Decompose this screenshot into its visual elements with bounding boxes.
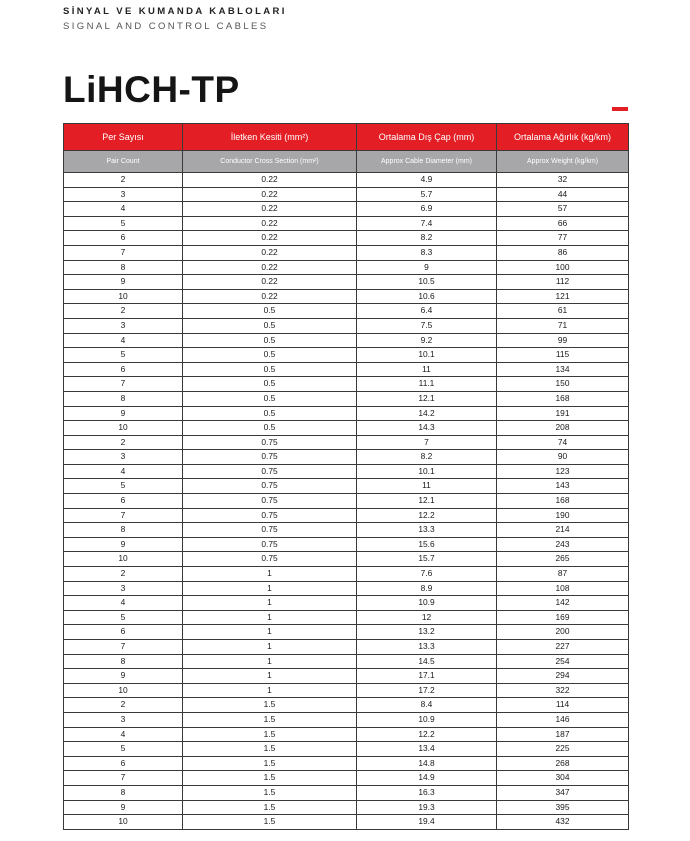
cell-weight: 304 <box>497 771 629 786</box>
cell-cross-section: 1 <box>183 567 357 582</box>
cell-cross-section: 0.75 <box>183 450 357 465</box>
header-pair-count-en: Pair Count <box>64 151 183 173</box>
table-row <box>64 464 629 479</box>
cell-cross-section: 0.22 <box>183 260 357 275</box>
cell-diameter: 15.7 <box>357 552 497 567</box>
table-row <box>64 304 629 319</box>
table-row <box>64 771 629 786</box>
cell-weight: 44 <box>497 187 629 202</box>
cell-weight: 100 <box>497 260 629 275</box>
cell-diameter: 13.3 <box>357 523 497 538</box>
table-row <box>64 494 629 509</box>
cell-weight: 121 <box>497 289 629 304</box>
table-row <box>64 275 629 290</box>
table-row <box>64 377 629 392</box>
header-cross-section-en: Conductor Cross Section (mm²) <box>183 151 357 173</box>
cell-weight: 169 <box>497 610 629 625</box>
cell-cross-section: 0.22 <box>183 216 357 231</box>
table-row <box>64 362 629 377</box>
cell-weight: 225 <box>497 742 629 757</box>
cell-diameter: 7 <box>357 435 497 450</box>
cell-pair-count: 4 <box>64 596 183 611</box>
cell-diameter: 15.6 <box>357 537 497 552</box>
table-row <box>64 654 629 669</box>
cell-weight: 150 <box>497 377 629 392</box>
table-row <box>64 523 629 538</box>
cell-cross-section: 0.22 <box>183 173 357 188</box>
cell-cross-section: 0.75 <box>183 552 357 567</box>
cell-pair-count: 2 <box>64 304 183 319</box>
table-row <box>64 596 629 611</box>
cell-pair-count: 2 <box>64 698 183 713</box>
cell-cross-section: 0.5 <box>183 406 357 421</box>
cell-cross-section: 0.75 <box>183 537 357 552</box>
table-row <box>64 421 629 436</box>
cell-diameter: 10.6 <box>357 289 497 304</box>
cell-diameter: 16.3 <box>357 785 497 800</box>
cell-cross-section: 0.5 <box>183 421 357 436</box>
cell-diameter: 17.1 <box>357 669 497 684</box>
cell-cross-section: 1.5 <box>183 785 357 800</box>
cell-cross-section: 1 <box>183 669 357 684</box>
header-diameter-tr: Ortalama Dış Çap (mm) <box>357 124 497 151</box>
cell-weight: 77 <box>497 231 629 246</box>
table-row <box>64 683 629 698</box>
cell-diameter: 7.4 <box>357 216 497 231</box>
cell-pair-count: 9 <box>64 275 183 290</box>
cell-pair-count: 4 <box>64 727 183 742</box>
cell-cross-section: 0.22 <box>183 231 357 246</box>
cell-cross-section: 1 <box>183 683 357 698</box>
cell-pair-count: 10 <box>64 552 183 567</box>
cell-pair-count: 3 <box>64 712 183 727</box>
cell-weight: 143 <box>497 479 629 494</box>
cell-weight: 32 <box>497 173 629 188</box>
table-row <box>64 260 629 275</box>
cell-cross-section: 0.22 <box>183 289 357 304</box>
cell-pair-count: 10 <box>64 421 183 436</box>
cell-pair-count: 9 <box>64 800 183 815</box>
cell-pair-count: 8 <box>64 260 183 275</box>
cell-cross-section: 0.75 <box>183 464 357 479</box>
cell-pair-count: 3 <box>64 581 183 596</box>
cell-diameter: 14.2 <box>357 406 497 421</box>
cell-pair-count: 2 <box>64 173 183 188</box>
cell-weight: 168 <box>497 494 629 509</box>
cell-cross-section: 1 <box>183 581 357 596</box>
cell-weight: 99 <box>497 333 629 348</box>
table-row <box>64 406 629 421</box>
header-diameter-en: Approx Cable Diameter (mm) <box>357 151 497 173</box>
cell-cross-section: 1.5 <box>183 771 357 786</box>
cell-weight: 90 <box>497 450 629 465</box>
table-row <box>64 756 629 771</box>
cell-cross-section: 0.5 <box>183 348 357 363</box>
table-row <box>64 231 629 246</box>
cell-cross-section: 0.5 <box>183 318 357 333</box>
cell-diameter: 8.2 <box>357 231 497 246</box>
table-row <box>64 450 629 465</box>
cell-cross-section: 0.75 <box>183 508 357 523</box>
cell-cross-section: 1 <box>183 625 357 640</box>
cell-cross-section: 0.5 <box>183 362 357 377</box>
header-row-en <box>64 151 629 173</box>
cell-diameter: 10.5 <box>357 275 497 290</box>
cell-weight: 168 <box>497 391 629 406</box>
header-cross-section-tr: İletken Kesiti (mm²) <box>183 124 357 151</box>
cell-pair-count: 7 <box>64 508 183 523</box>
cell-cross-section: 1.5 <box>183 698 357 713</box>
cell-pair-count: 2 <box>64 567 183 582</box>
cell-diameter: 5.7 <box>357 187 497 202</box>
cell-diameter: 6.4 <box>357 304 497 319</box>
cell-pair-count: 7 <box>64 771 183 786</box>
cell-weight: 86 <box>497 245 629 260</box>
header-row-tr <box>64 124 629 151</box>
cell-cross-section: 1 <box>183 610 357 625</box>
cell-pair-count: 6 <box>64 756 183 771</box>
cell-cross-section: 0.22 <box>183 187 357 202</box>
table-row <box>64 202 629 217</box>
cell-diameter: 10.1 <box>357 464 497 479</box>
cell-pair-count: 5 <box>64 216 183 231</box>
cell-weight: 265 <box>497 552 629 567</box>
cell-cross-section: 1.5 <box>183 742 357 757</box>
cell-weight: 322 <box>497 683 629 698</box>
cell-weight: 57 <box>497 202 629 217</box>
cell-diameter: 14.5 <box>357 654 497 669</box>
cell-cross-section: 0.75 <box>183 435 357 450</box>
cell-diameter: 8.4 <box>357 698 497 713</box>
cell-weight: 112 <box>497 275 629 290</box>
cell-diameter: 7.5 <box>357 318 497 333</box>
table-row <box>64 712 629 727</box>
cell-diameter: 10.9 <box>357 596 497 611</box>
cell-pair-count: 4 <box>64 202 183 217</box>
cell-weight: 243 <box>497 537 629 552</box>
table-row <box>64 785 629 800</box>
cell-weight: 123 <box>497 464 629 479</box>
cell-cross-section: 0.5 <box>183 391 357 406</box>
cell-pair-count: 7 <box>64 640 183 655</box>
cell-weight: 87 <box>497 567 629 582</box>
table-row <box>64 348 629 363</box>
cell-diameter: 9 <box>357 260 497 275</box>
cell-pair-count: 10 <box>64 683 183 698</box>
table-row <box>64 216 629 231</box>
spec-table <box>63 123 629 830</box>
table-row <box>64 187 629 202</box>
cell-pair-count: 8 <box>64 785 183 800</box>
cell-diameter: 19.3 <box>357 800 497 815</box>
cell-cross-section: 1.5 <box>183 815 357 830</box>
table-row <box>64 581 629 596</box>
table-row <box>64 435 629 450</box>
cell-pair-count: 10 <box>64 815 183 830</box>
cell-cross-section: 0.75 <box>183 494 357 509</box>
cell-pair-count: 10 <box>64 289 183 304</box>
cell-diameter: 9.2 <box>357 333 497 348</box>
cell-pair-count: 3 <box>64 450 183 465</box>
cell-weight: 347 <box>497 785 629 800</box>
cell-cross-section: 0.22 <box>183 275 357 290</box>
cell-pair-count: 5 <box>64 348 183 363</box>
cell-pair-count: 5 <box>64 479 183 494</box>
table-row <box>64 625 629 640</box>
cell-pair-count: 2 <box>64 435 183 450</box>
cell-cross-section: 0.5 <box>183 304 357 319</box>
cell-weight: 191 <box>497 406 629 421</box>
cell-weight: 395 <box>497 800 629 815</box>
cell-diameter: 6.9 <box>357 202 497 217</box>
table-row <box>64 567 629 582</box>
cell-diameter: 14.8 <box>357 756 497 771</box>
cell-weight: 254 <box>497 654 629 669</box>
cell-weight: 66 <box>497 216 629 231</box>
cell-pair-count: 5 <box>64 610 183 625</box>
cell-weight: 432 <box>497 815 629 830</box>
table-row <box>64 800 629 815</box>
cell-diameter: 13.4 <box>357 742 497 757</box>
table-row <box>64 508 629 523</box>
cell-diameter: 19.4 <box>357 815 497 830</box>
cell-weight: 214 <box>497 523 629 538</box>
cell-weight: 142 <box>497 596 629 611</box>
cell-cross-section: 1 <box>183 654 357 669</box>
table-row <box>64 245 629 260</box>
cell-pair-count: 9 <box>64 406 183 421</box>
table-row <box>64 669 629 684</box>
cell-pair-count: 6 <box>64 231 183 246</box>
cell-pair-count: 3 <box>64 187 183 202</box>
cell-weight: 108 <box>497 581 629 596</box>
cell-diameter: 14.9 <box>357 771 497 786</box>
cell-diameter: 12.2 <box>357 508 497 523</box>
cell-cross-section: 1.5 <box>183 712 357 727</box>
cell-pair-count: 6 <box>64 625 183 640</box>
cell-diameter: 13.3 <box>357 640 497 655</box>
cell-weight: 187 <box>497 727 629 742</box>
cell-weight: 227 <box>497 640 629 655</box>
cell-diameter: 8.9 <box>357 581 497 596</box>
cell-cross-section: 1.5 <box>183 727 357 742</box>
header-pair-count-tr: Per Sayısı <box>64 124 183 151</box>
cell-cross-section: 0.75 <box>183 523 357 538</box>
cell-weight: 294 <box>497 669 629 684</box>
cell-weight: 200 <box>497 625 629 640</box>
cell-weight: 134 <box>497 362 629 377</box>
table-row <box>64 610 629 625</box>
cell-pair-count: 9 <box>64 537 183 552</box>
cell-diameter: 12.1 <box>357 494 497 509</box>
cell-diameter: 17.2 <box>357 683 497 698</box>
cell-diameter: 12.1 <box>357 391 497 406</box>
cell-diameter: 10.9 <box>357 712 497 727</box>
category-title-en: SIGNAL AND CONTROL CABLES <box>63 21 269 32</box>
table-row <box>64 742 629 757</box>
cell-cross-section: 0.22 <box>183 245 357 260</box>
cell-pair-count: 8 <box>64 523 183 538</box>
table-row <box>64 333 629 348</box>
cell-weight: 190 <box>497 508 629 523</box>
cell-pair-count: 7 <box>64 377 183 392</box>
cell-pair-count: 9 <box>64 669 183 684</box>
table-row <box>64 552 629 567</box>
cell-weight: 115 <box>497 348 629 363</box>
cell-cross-section: 1.5 <box>183 800 357 815</box>
cell-diameter: 13.2 <box>357 625 497 640</box>
cell-weight: 61 <box>497 304 629 319</box>
table-row <box>64 318 629 333</box>
cell-pair-count: 6 <box>64 494 183 509</box>
cell-weight: 208 <box>497 421 629 436</box>
table-row <box>64 640 629 655</box>
category-title-tr: SİNYAL VE KUMANDA KABLOLARI <box>63 6 287 17</box>
cell-pair-count: 4 <box>64 464 183 479</box>
cell-weight: 71 <box>497 318 629 333</box>
cell-diameter: 8.2 <box>357 450 497 465</box>
accent-bar <box>612 107 628 111</box>
table-row <box>64 727 629 742</box>
cell-pair-count: 4 <box>64 333 183 348</box>
product-title: LiHCH-TP <box>63 69 240 110</box>
cell-diameter: 8.3 <box>357 245 497 260</box>
cell-pair-count: 3 <box>64 318 183 333</box>
cell-cross-section: 0.75 <box>183 479 357 494</box>
cell-pair-count: 8 <box>64 391 183 406</box>
cell-diameter: 12 <box>357 610 497 625</box>
cell-pair-count: 6 <box>64 362 183 377</box>
table-row <box>64 173 629 188</box>
cell-diameter: 14.3 <box>357 421 497 436</box>
table-row <box>64 391 629 406</box>
cell-cross-section: 1 <box>183 596 357 611</box>
table-row <box>64 815 629 830</box>
cell-cross-section: 0.5 <box>183 377 357 392</box>
cell-weight: 268 <box>497 756 629 771</box>
header-weight-tr: Ortalama Ağırlık (kg/km) <box>497 124 629 151</box>
cell-diameter: 7.6 <box>357 567 497 582</box>
table-row <box>64 537 629 552</box>
cell-pair-count: 7 <box>64 245 183 260</box>
cell-diameter: 11 <box>357 479 497 494</box>
header-weight-en: Approx Weight (kg/km) <box>497 151 629 173</box>
cell-cross-section: 1.5 <box>183 756 357 771</box>
table-row <box>64 698 629 713</box>
table-row <box>64 479 629 494</box>
cell-weight: 146 <box>497 712 629 727</box>
spec-table-body <box>64 173 629 830</box>
table-row <box>64 289 629 304</box>
cell-diameter: 4.9 <box>357 173 497 188</box>
cell-diameter: 11.1 <box>357 377 497 392</box>
cell-pair-count: 5 <box>64 742 183 757</box>
cell-diameter: 10.1 <box>357 348 497 363</box>
cell-diameter: 12.2 <box>357 727 497 742</box>
cell-cross-section: 0.5 <box>183 333 357 348</box>
cell-cross-section: 1 <box>183 640 357 655</box>
cell-weight: 74 <box>497 435 629 450</box>
cell-weight: 114 <box>497 698 629 713</box>
cell-cross-section: 0.22 <box>183 202 357 217</box>
cell-pair-count: 8 <box>64 654 183 669</box>
cell-diameter: 11 <box>357 362 497 377</box>
